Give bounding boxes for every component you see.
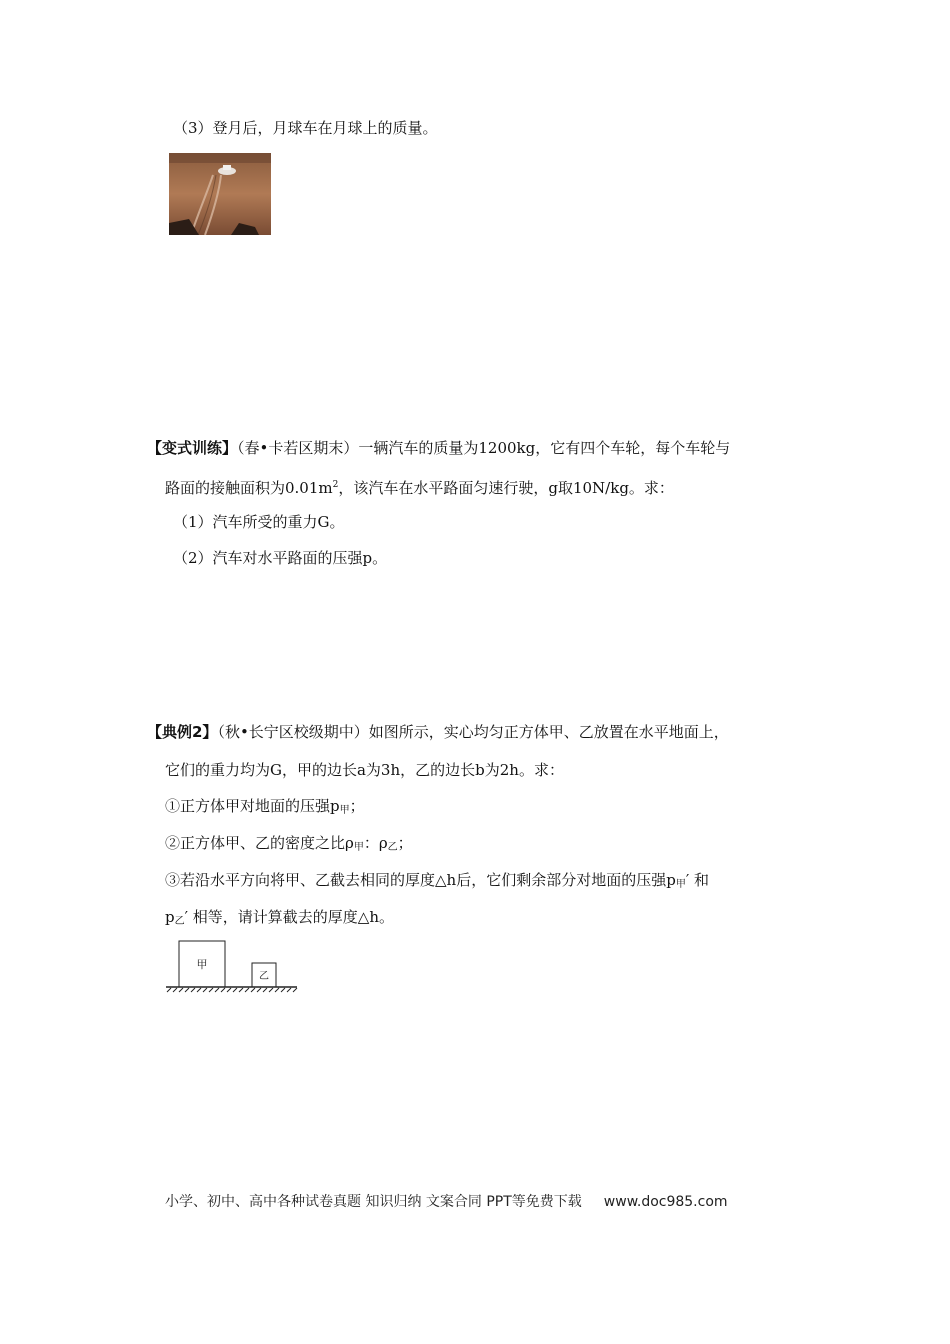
variant-question-2: （2）汽车对水平路面的压强p。 — [173, 549, 388, 567]
variant-training-line-1: 【变式训练】（春•卡若区期末）一辆汽车的质量为1200kg，它有四个车轮，每个车轮与 — [147, 439, 731, 457]
example-2-line-2: 它们的重力均为G，甲的边长a为3h，乙的边长b为2h。求： — [165, 761, 564, 779]
example-2-question-2: ②正方体甲、乙的密度之比$\rho_甲$：$\rho_乙$； — [165, 834, 413, 853]
cube-yi-label: 乙 — [259, 971, 269, 982]
variant-training-tag: 【变式训练】 — [147, 439, 238, 457]
footer-text: 小学、初中、高中各种试卷真题 知识归纳 文案合同 PPT等免费下载 — [165, 1194, 582, 1210]
example-2-question-3-cont: $p_乙'$ 相等，请计算截去的厚度△h。 — [165, 908, 394, 927]
example-2-question-1: ①正方体甲对地面的压强$p_甲$； — [165, 797, 365, 816]
cube-jia-label: 甲 — [196, 958, 208, 971]
example-2-tag: 【典例2】 — [147, 723, 218, 741]
cubes-figure — [165, 938, 301, 998]
ground-hatching — [167, 988, 297, 992]
variant-training-line-2: 路面的接触面积为$0.01m^2$，该汽车在水平路面匀速行驶，g取10N/kg。求： — [165, 479, 674, 497]
example-2-line-1: 【典例2】（秋•长宁区校级期中）如图所示，实心均匀正方体甲、乙放置在水平地面上， — [147, 723, 729, 741]
page-footer — [165, 1191, 728, 1211]
variant-question-1: （1）汽车所受的重力G。 — [173, 513, 345, 531]
footer-site-link[interactable]: www.doc985.com — [603, 1194, 728, 1210]
example-2-question-3: ③若沿水平方向将甲、乙截去相同的厚度△h后，它们剩余部分对地面的压强$p_甲'$ 和 — [165, 871, 709, 890]
moon-rover-photo — [169, 153, 271, 235]
question-3-moon-mass: （3）登月后，月球车在月球上的质量。 — [173, 119, 438, 137]
